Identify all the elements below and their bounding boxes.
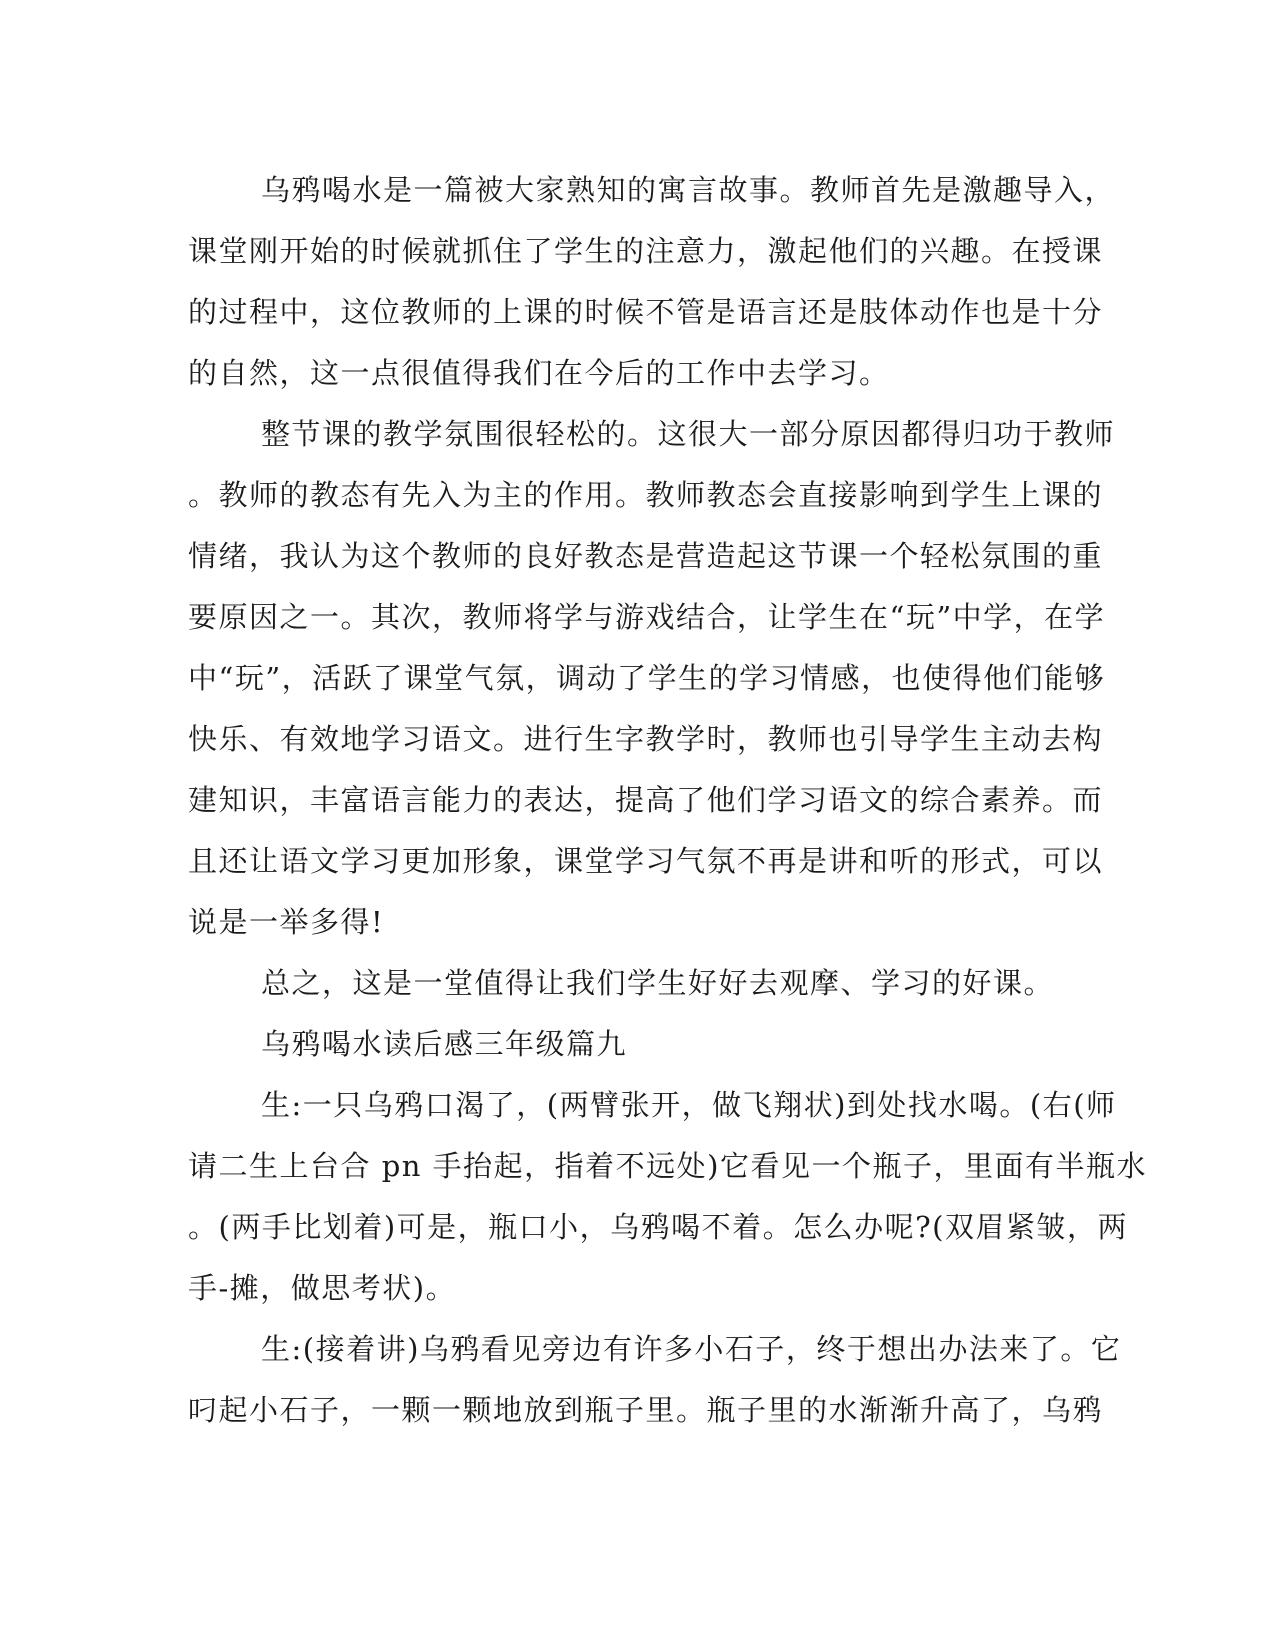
text-line-8: 要原因之一。其次，教师将学与游戏结合，让学生在“玩”中学，在学 bbox=[188, 600, 1106, 634]
text-line-19: 手-摊，做思考状)。 bbox=[188, 1271, 457, 1305]
text-line-3: 的过程中，这位教师的上课的时候不管是语言还是肢体动作也是十分 bbox=[188, 295, 1104, 329]
text-line-21: 叼起小石子，一颗一颗地放到瓶子里。瓶子里的水渐渐升高了，乌鸦 bbox=[188, 1393, 1104, 1427]
document-body bbox=[188, 160, 1147, 1441]
text-line-14: 总之，这是一堂值得让我们学生好好去观摩、学习的好课。 bbox=[261, 966, 1055, 1000]
text-line-11: 建知识，丰富语言能力的表达，提高了他们学习语文的综合素养。而 bbox=[188, 783, 1104, 817]
text-line-10: 快乐、有效地学习语文。进行生字教学时，教师也引导学生主动去构 bbox=[188, 722, 1104, 756]
text-line-17: 请二生上台合 pn 手抬起，指着不远处)它看见一个瓶子，里面有半瓶水 bbox=[188, 1149, 1147, 1183]
text-line-13: 说是一举多得! bbox=[188, 905, 385, 939]
text-line-20: 生:(接着讲)乌鸦看见旁边有许多小石子，终于想出办法来了。它 bbox=[261, 1332, 1122, 1366]
text-line-4: 的自然，这一点很值得我们在今后的工作中去学习。 bbox=[188, 356, 890, 390]
text-line-2: 课堂刚开始的时候就抓住了学生的注意力，激起他们的兴趣。在授课 bbox=[188, 234, 1104, 268]
section-heading: 乌鸦喝水读后感三年级篇九 bbox=[261, 1027, 628, 1061]
text-line-18: 。(两手比划着)可是，瓶口小，乌鸦喝不着。怎么办呢?(双眉紧皱，两 bbox=[188, 1210, 1128, 1244]
text-line-5: 整节课的教学氛围很轻松的。这很大一部分原因都得归功于教师 bbox=[261, 417, 1116, 451]
text-line-1: 乌鸦喝水是一篇被大家熟知的寓言故事。教师首先是激趣导入， bbox=[261, 173, 1116, 207]
text-line-7: 情绪，我认为这个教师的良好教态是营造起这节课一个轻松氛围的重 bbox=[188, 539, 1104, 573]
text-line-12: 且还让语文学习更加形象，课堂学习气氛不再是讲和听的形式，可以 bbox=[188, 844, 1104, 878]
text-line-6: 。教师的教态有先入为主的作用。教师教态会直接影响到学生上课的 bbox=[188, 478, 1104, 512]
text-line-16: 生:一只乌鸦口渴了，(两臂张开，做飞翔状)到处找水喝。(右(师 bbox=[261, 1088, 1117, 1122]
text-line-9: 中“玩”，活跃了课堂气氛，调动了学生的学习情感，也使得他们能够 bbox=[188, 661, 1106, 695]
